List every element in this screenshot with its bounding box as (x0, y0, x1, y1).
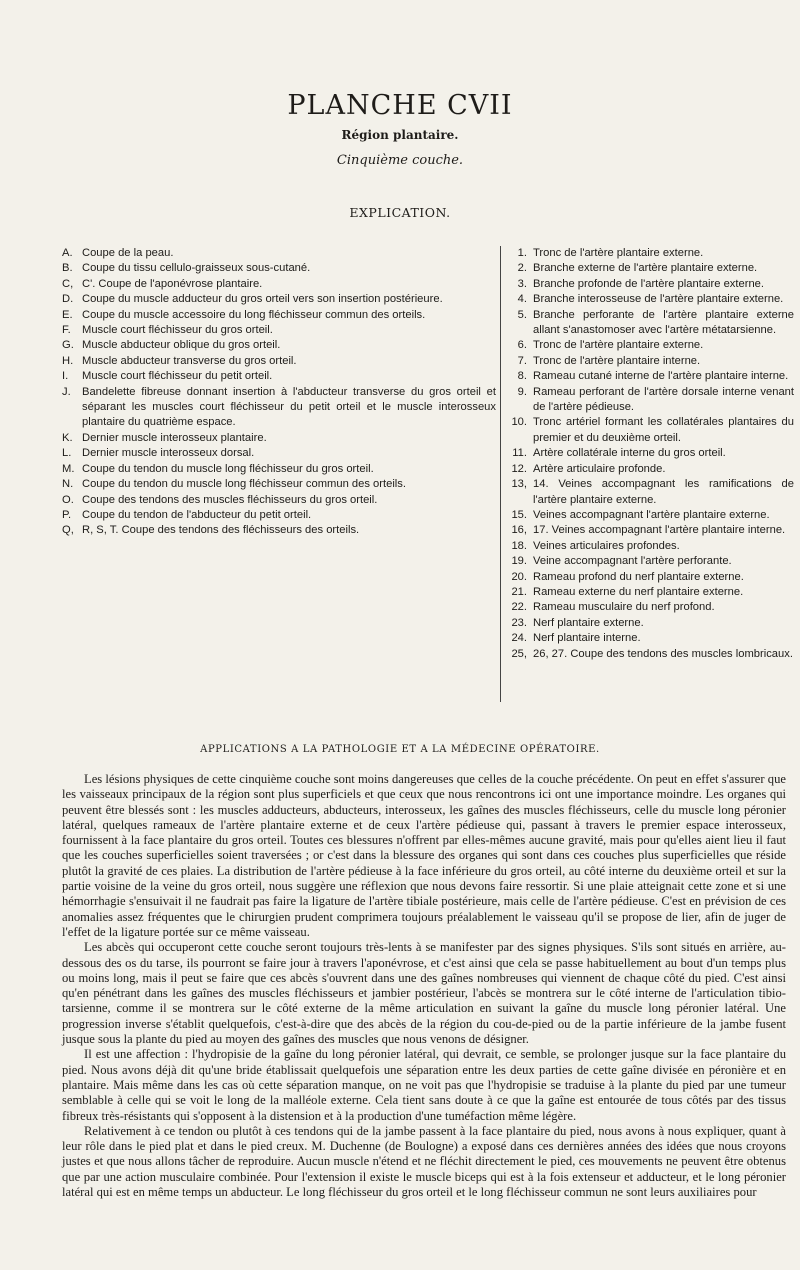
legend-text: Muscle court fléchisseur du petit orteil. (82, 370, 273, 383)
legend-text: 14. Veines accompagnant les ramifications de l'artère plantaire externe. (533, 478, 794, 506)
legend-label: 10. (511, 416, 527, 429)
legend-text: Branche perforante de l'artère plantaire externe allant s'anastomoser avec l'artère métatarsienne. (533, 308, 794, 337)
legend-text: Artère collatérale interne du gros orteil. (533, 447, 726, 460)
legend-text: Coupe du tissu cellulo-graisseux sous-cutané. (82, 262, 311, 275)
legend-label: 13, (511, 478, 527, 491)
legend-item (507, 554, 794, 569)
paragraph: Il est une affection : l'hydropisie de la gaîne du long péronier latéral, qui devrait, ce semble, se prolonger jusque sur la face plantaire du pied. Nous avons déjà dit qu'une bride établissait quelquefois une séparation entre les deux parties de cette gaîne divisée en péronière et en plantaire. Mais même dans les cas où cette séparation manque, on ne voit pas que l'hydropisie se traduise à la plante du pied par une tumeur semblable à celle qui se voit le long de la malléole externe. Cela tient sans doute à ce que la gaîne est entourée de tous côtés par des tissus fibreux très-résistants qui s'opposent à la distension et à la production d'une tuméfaction même légère. (62, 1047, 786, 1123)
applications-heading: APPLICATIONS A LA PATHOLOGIE ET A LA MÉDECINE OPÉRATOIRE. (200, 744, 600, 755)
legend-label: 5. (517, 308, 527, 321)
legend-item (62, 493, 496, 508)
legend-item (62, 477, 496, 492)
legend-label: 16, (511, 524, 527, 537)
legend-text: Dernier muscle interosseux dorsal. (82, 447, 255, 460)
legend-item (507, 647, 794, 662)
legend-text: Tronc de l'artère plantaire externe. (533, 339, 704, 352)
legend-label: D. (62, 293, 74, 306)
legend-item (507, 600, 794, 615)
legend-label: C, (62, 277, 74, 290)
legend-item (507, 369, 794, 384)
legend-item (62, 292, 496, 307)
legend-text: Tronc de l'artère plantaire externe. (533, 247, 704, 259)
legend-label: 8. (517, 370, 527, 383)
legend-text: Rameau profond du nerf plantaire externe. (533, 570, 744, 583)
legend-label: 12. (511, 462, 527, 475)
legend-item (62, 462, 496, 477)
legend-item (62, 523, 496, 538)
plate-title: PLANCHE CVII (287, 90, 513, 121)
legend-item (507, 292, 794, 307)
legend-numbers-column (500, 246, 794, 702)
applications-body (62, 772, 786, 1200)
legend-item (62, 277, 496, 292)
legend-item (507, 385, 794, 416)
legend-text: Coupe du muscle accessoire du long fléchisseur commun des orteils. (82, 308, 426, 321)
legend-label: P. (62, 508, 72, 521)
legend-text: Coupe du tendon de l'abducteur du petit orteil. (82, 508, 312, 521)
legend-text: R, S, T. Coupe des tendons des fléchisseurs des orteils. (82, 524, 360, 537)
legend-text: C'. Coupe de l'aponévrose plantaire. (82, 277, 263, 290)
paragraph: Relativement à ce tendon ou plutôt à ces tendons qui de la jambe passent à la face plantaire du pied, nous avons à nous expliquer, quant à leur rôle dans le pied plat et dans le pied creux. M. Duchenne (de Boulogne) a exposé dans ces dernières années des idées que nous croyons justes et que nous allons tâcher de reproduire. Aucun muscle n'étend et ne fléchit directement le pied, ces mouvements ne peuvent être obtenus que par une action musculaire combinée. Pour l'extension il existe le muscle biceps qui est à la fois extenseur et adducteur, et le long péronier latéral qui est en même temps un abducteur. Le long fléchisseur du gros orteil et le long fléchisseur commun ne sont leurs auxiliaires pour (62, 1123, 786, 1200)
legend-item (62, 385, 496, 431)
legend-label: A. (62, 247, 73, 259)
legend-text: Veine accompagnant l'artère perforante. (533, 555, 732, 568)
legend-item (507, 570, 794, 585)
legend-text: Coupe du tendon du muscle long fléchisseur commun des orteils. (82, 478, 406, 491)
legend-item (507, 308, 794, 339)
legend-text: Bandelette fibreuse donnant insertion à l'abducteur transverse du gros orteil et séparant les muscles court fléchisseur du petit orteil et le muscle interosseux plantaire du quatrième espace. (82, 385, 496, 429)
legend-letters-column (62, 246, 496, 539)
legend-label: 2. (517, 262, 527, 275)
legend-label: 15. (511, 508, 527, 521)
legend-label: J. (62, 385, 71, 398)
legend-label: 18. (511, 539, 527, 552)
legend-label: 7. (517, 354, 527, 367)
legend-text: 17. Veines accompagnant l'artère plantaire interne. (533, 524, 786, 537)
legend-text: Rameau externe du nerf plantaire externe. (533, 585, 744, 598)
legend-text: Muscle abducteur transverse du gros orteil. (82, 354, 297, 367)
legend-item (507, 277, 794, 292)
legend-item (62, 369, 496, 384)
legend-label: F. (62, 324, 71, 337)
legend-text: Coupe du muscle adducteur du gros orteil vers son insertion postérieure. (82, 293, 443, 306)
legend-label: B. (62, 262, 73, 275)
legend-text: Coupe de la peau. (82, 247, 174, 259)
legend-item (507, 354, 794, 369)
legend-item (62, 354, 496, 369)
legend-text: Branche profonde de l'artère plantaire externe. (533, 277, 765, 290)
legend-text: Nerf plantaire interne. (533, 632, 641, 645)
legend-item (507, 338, 794, 353)
legend-item (507, 523, 794, 538)
legend-label: H. (62, 354, 74, 367)
legend-text: Rameau musculaire du nerf profond. (533, 601, 715, 614)
legend-label: 22. (511, 601, 527, 614)
legend-item (507, 261, 794, 276)
legend-item (507, 462, 794, 477)
legend-text: Tronc artériel formant les collatérales plantaires du premier et du deuxième orteil. (533, 416, 794, 444)
legend-label: E. (62, 308, 73, 321)
legend-item (507, 585, 794, 600)
legend-text: Artère articulaire profonde. (533, 462, 666, 475)
legend-text: Muscle court fléchisseur du gros orteil. (82, 324, 273, 337)
legend-text: Rameau cutané interne de l'artère plantaire interne. (533, 370, 789, 383)
legend-text: Muscle abducteur oblique du gros orteil. (82, 339, 281, 352)
legend-item (507, 477, 794, 508)
legend-item (507, 616, 794, 631)
explication-heading: EXPLICATION. (349, 205, 451, 220)
legend-item (62, 308, 496, 323)
legend-label: O. (62, 493, 74, 506)
legend-label: 21. (511, 585, 527, 598)
legend-item (507, 246, 794, 261)
legend-text: Dernier muscle interosseux plantaire. (82, 431, 267, 444)
legend-label: 6. (517, 339, 527, 352)
legend-item (62, 446, 496, 461)
legend-label: 9. (517, 385, 527, 398)
legend-label: 24. (511, 632, 527, 645)
legend-label: 23. (511, 616, 527, 629)
legend-text: Veines accompagnant l'artère plantaire externe. (533, 508, 770, 521)
legend-label: K. (62, 431, 73, 444)
region-heading: Région plantaire. (341, 128, 459, 142)
legend-text: Tronc de l'artère plantaire interne. (533, 354, 701, 367)
legend-label: M. (62, 462, 75, 475)
legend-text: Coupe du tendon du muscle long fléchisseur du gros orteil. (82, 462, 374, 475)
legend-item (507, 446, 794, 461)
legend-item (62, 338, 496, 353)
legend-label: Q, (62, 524, 74, 537)
legend-label: 4. (517, 293, 527, 306)
legend-item (507, 539, 794, 554)
legend-item (507, 415, 794, 446)
legend-item (62, 431, 496, 446)
paragraph: Les abcès qui occuperont cette couche seront toujours très-lents à se manifester par des signes physiques. S'ils sont situés en arrière, au-dessous des os du tarse, ils pourront se faire jour à travers l'aponévrose, et c'est ainsi que cela se passe habituellement au bout d'un temps plus ou moins long, mais il peut se faire que ces abcès s'ouvrent dans une des gaînes nombreuses qui viennent de chaque côté du pied. C'est ainsi qu'en pénétrant dans les gaînes des muscles fléchisseurs et jambier postérieur, l'abcès se montrera sur le côté interne de l'articulation tibio-tarsienne, comme il se montrera sur le côté externe de la même articulation en suivant la gaîne du muscle long péronier latéral. Une progression inverse s'établit quelquefois, c'est-à-dire que des abcès de la région du cou-de-pied ou de la partie inférieure de la jambe fusent jusque sous la plante du pied au moyen des gaînes des muscles que nous venons de désigner. (62, 940, 786, 1047)
legend-label: I. (62, 370, 69, 383)
legend-item (507, 508, 794, 523)
legend-text: 26, 27. Coupe des tendons des muscles lombricaux. (533, 647, 793, 660)
legend-label: 1. (517, 247, 527, 259)
legend-label: L. (62, 447, 72, 460)
legend-label: 19. (511, 555, 527, 568)
legend-text: Branche externe de l'artère plantaire externe. (533, 262, 758, 275)
legend-label: 3. (517, 277, 527, 290)
legend-label: G. (62, 339, 74, 352)
legend-text: Coupe des tendons des muscles fléchisseurs du gros orteil. (82, 493, 378, 506)
legend-label: 25, (511, 647, 527, 660)
legend-item (62, 261, 496, 276)
legend-label: 11. (512, 447, 527, 460)
legend-item (507, 631, 794, 646)
legend-text: Veines articulaires profondes. (533, 539, 680, 552)
legend-item (62, 323, 496, 338)
legend-text: Rameau perforant de l'artère dorsale interne venant de l'artère pédieuse. (533, 385, 794, 414)
layer-subheading: Cinquième couche. (336, 153, 464, 168)
legend-text: Nerf plantaire externe. (533, 616, 644, 629)
legend-item (62, 246, 496, 261)
paragraph: Les lésions physiques de cette cinquième couche sont moins dangereuses que celles de la couche précédente. On peut en effet s'assurer que les vaisseaux principaux de la région sont plus superficiels et que ceux que nous rencontrons ici ont une importance moindre. Les organes qui peuvent être blessés sont : les muscles adducteurs, abducteurs, interosseux, les gaînes des muscles fléchisseurs, celle du muscle long péronier latéral, quelques rameaux de l'artère plantaire externe et de ceux l'artère pédieuse qui, passant à travers le premier espace interosseux, fournissent à la face plantaire du gros orteil. Toutes ces blessures n'offrent par elles-mêmes aucune gravité, mais pour qu'elles aient lieu il faut que les couches superficielles soient traversées ; or c'est dans la blessure des organes qui sont dans ces couches plus superficielles que réside plutôt la gravité de ces plaies. La distribution de l'artère pédieuse à la face inférieure du gros orteil, au côté interne du deuxième orteil et sur la partie voisine de la veine du gros orteil, nous suggère une réflexion que nous devons faire ressortir. Si une plaie atteignait cette zone et si une hémorrhagie s'ensuivait il ne faudrait pas faire la ligature de l'artère tibiale postérieure, mais celle de l'artère pédieuse. C'est en prévision de ces anomalies assez fréquentes que le chirurgien prudent comprimera toujours préalablement le vaisseau qu'il se propose de lier, afin de juger de l'effet de la ligature portée sur ce même vaisseau. (62, 772, 786, 939)
legend-label: N. (62, 478, 74, 491)
legend-label: 20. (511, 570, 527, 583)
legend-item (62, 508, 496, 523)
legend-text: Branche interosseuse de l'artère plantaire externe. (533, 293, 784, 306)
